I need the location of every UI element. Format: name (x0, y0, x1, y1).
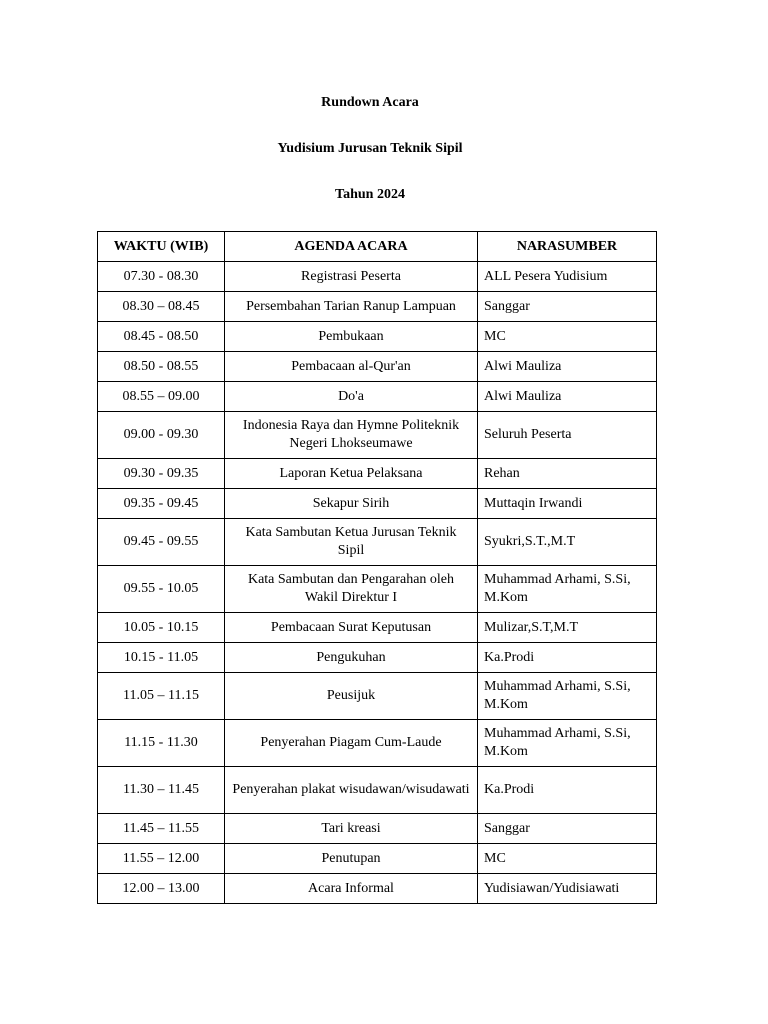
speaker-cell: Alwi Mauliza (478, 382, 657, 412)
speaker-cell: Syukri,S.T.,M.T (478, 519, 657, 566)
document-title: Rundown Acara (321, 95, 419, 110)
agenda-cell: Peusijuk (225, 673, 478, 720)
column-header-time: WAKTU (WIB) (98, 232, 225, 262)
agenda-cell: Sekapur Sirih (225, 489, 478, 519)
agenda-cell: Pembacaan Surat Keputusan (225, 613, 478, 643)
table-row (98, 720, 657, 767)
table-row (98, 673, 657, 720)
table-row (98, 519, 657, 566)
table-row (98, 767, 657, 814)
time-cell: 08.50 - 08.55 (98, 352, 225, 382)
speaker-cell: Muttaqin Irwandi (478, 489, 657, 519)
time-cell: 09.00 - 09.30 (98, 412, 225, 459)
time-cell: 11.15 - 11.30 (98, 720, 225, 767)
time-cell: 10.15 - 11.05 (98, 643, 225, 673)
time-cell: 08.55 – 09.00 (98, 382, 225, 412)
time-cell: 09.30 - 09.35 (98, 459, 225, 489)
speaker-cell: ALL Pesera Yudisium (478, 262, 657, 292)
speaker-cell: Sanggar (478, 292, 657, 322)
speaker-cell: Alwi Mauliza (478, 352, 657, 382)
agenda-cell: Penyerahan Piagam Cum-Laude (225, 720, 478, 767)
table-row (98, 874, 657, 904)
table-row (98, 412, 657, 459)
agenda-cell: Persembahan Tarian Ranup Lampuan (225, 292, 478, 322)
time-cell: 09.45 - 09.55 (98, 519, 225, 566)
time-cell: 11.45 – 11.55 (98, 814, 225, 844)
time-cell: 11.55 – 12.00 (98, 844, 225, 874)
time-cell: 11.30 – 11.45 (98, 767, 225, 814)
table-row (98, 322, 657, 352)
speaker-cell: Muhammad Arhami, S.Si, M.Kom (478, 566, 657, 613)
agenda-cell: Pengukuhan (225, 643, 478, 673)
agenda-cell: Kata Sambutan dan Pengarahan oleh Wakil Direktur I (225, 566, 478, 613)
speaker-cell: Ka.Prodi (478, 643, 657, 673)
table-header-row (98, 232, 657, 262)
time-cell: 11.05 – 11.15 (98, 673, 225, 720)
table-row (98, 643, 657, 673)
time-cell: 09.35 - 09.45 (98, 489, 225, 519)
time-cell: 08.30 – 08.45 (98, 292, 225, 322)
agenda-cell: Acara Informal (225, 874, 478, 904)
table-row (98, 814, 657, 844)
time-cell: 10.05 - 10.15 (98, 613, 225, 643)
speaker-cell: Muhammad Arhami, S.Si, M.Kom (478, 673, 657, 720)
table-row (98, 844, 657, 874)
speaker-cell: MC (478, 844, 657, 874)
speaker-cell: Sanggar (478, 814, 657, 844)
agenda-cell: Pembukaan (225, 322, 478, 352)
agenda-cell: Kata Sambutan Ketua Jurusan Teknik Sipil (225, 519, 478, 566)
speaker-cell: MC (478, 322, 657, 352)
agenda-cell: Indonesia Raya dan Hymne Politeknik Negeri Lhokseumawe (225, 412, 478, 459)
table-row (98, 566, 657, 613)
time-cell: 07.30 - 08.30 (98, 262, 225, 292)
speaker-cell: Yudisiawan/Yudisiawati (478, 874, 657, 904)
agenda-cell: Tari kreasi (225, 814, 478, 844)
table-row (98, 382, 657, 412)
rundown-table (97, 231, 657, 904)
table-row (98, 489, 657, 519)
agenda-cell: Laporan Ketua Pelaksana (225, 459, 478, 489)
column-header-agenda: AGENDA ACARA (225, 232, 478, 262)
speaker-cell: Seluruh Peserta (478, 412, 657, 459)
agenda-cell: Penyerahan plakat wisudawan/wisudawati (225, 767, 478, 814)
table-row (98, 613, 657, 643)
agenda-cell: Penutupan (225, 844, 478, 874)
agenda-cell: Pembacaan al-Qur'an (225, 352, 478, 382)
table-row (98, 262, 657, 292)
table-row (98, 292, 657, 322)
time-cell: 12.00 – 13.00 (98, 874, 225, 904)
speaker-cell: Ka.Prodi (478, 767, 657, 814)
agenda-cell: Do'a (225, 382, 478, 412)
table-row (98, 352, 657, 382)
speaker-cell: Mulizar,S.T,M.T (478, 613, 657, 643)
document-year: Tahun 2024 (335, 187, 405, 202)
speaker-cell: Muhammad Arhami, S.Si, M.Kom (478, 720, 657, 767)
agenda-cell: Registrasi Peserta (225, 262, 478, 292)
time-cell: 09.55 - 10.05 (98, 566, 225, 613)
table-row (98, 459, 657, 489)
document-subtitle: Yudisium Jurusan Teknik Sipil (277, 141, 463, 156)
column-header-speaker: NARASUMBER (478, 232, 657, 262)
time-cell: 08.45 - 08.50 (98, 322, 225, 352)
speaker-cell: Rehan (478, 459, 657, 489)
